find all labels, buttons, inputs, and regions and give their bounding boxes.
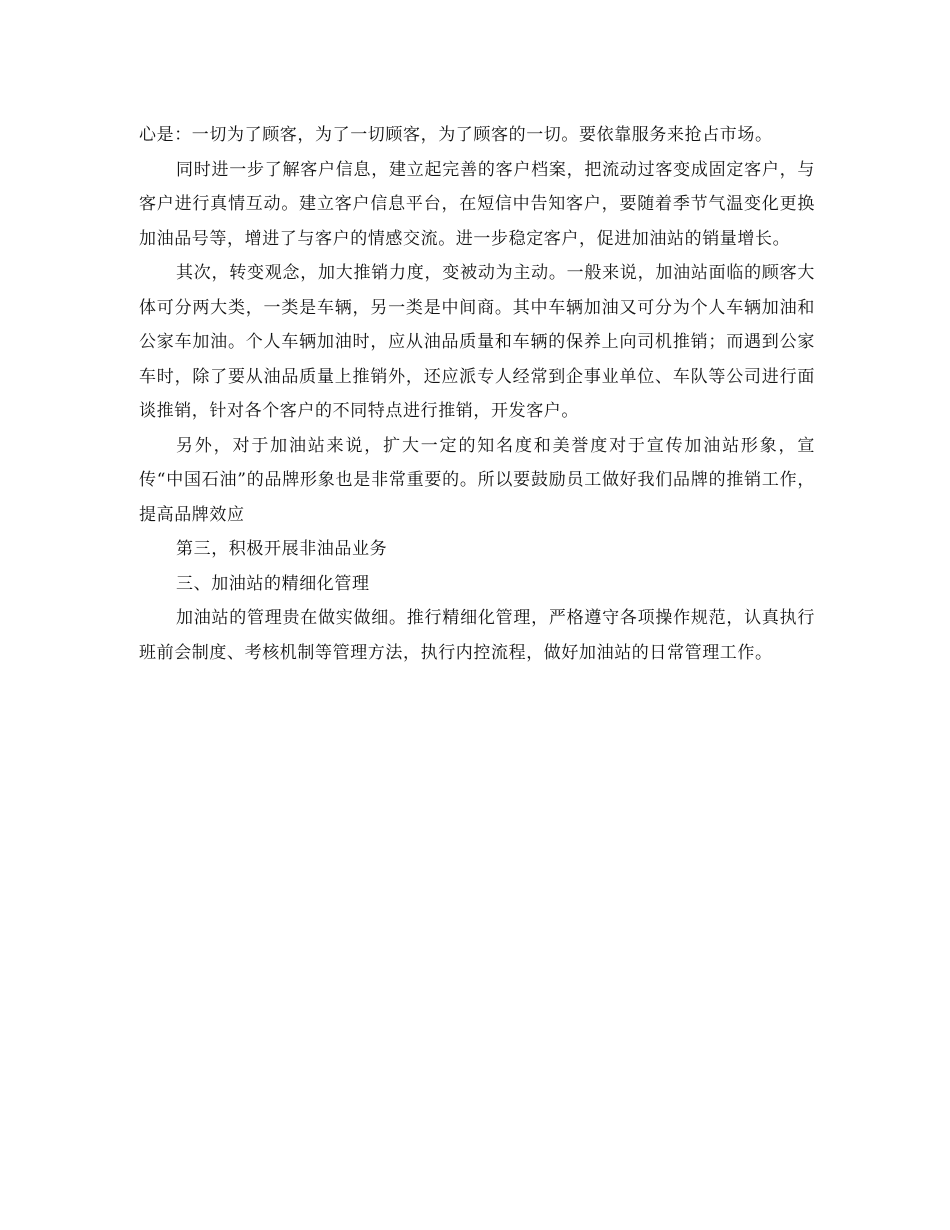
paragraph-continuation: 心是：一切为了顾客，为了一切顾客，为了顾客的一切。要依靠服务来抢占市场。 [139,125,773,145]
paragraph-sales-promotion: 其次，转变观念，加大推销力度，变被动为主动。一般来说，加油站面临的顾客大体可分两大类，一类是车辆，另一类是中间商。其中车辆加油又可分为个人车辆加油和公家车加油。个人车辆加油时，应从油品质量和车辆的保养上向司机推销；而遇到公家车时，除了要从油品质量上推销外，还应派专人经常到企事业单位、车队等公司进行面谈推销，针对各个客户的不同特点进行推销，开发客户。 [139,263,815,421]
paragraph-non-oil-business: 第三，积极开展非油品业务 [176,539,388,559]
paragraph-customer-info: 同时进一步了解客户信息，建立起完善的客户档案，把流动过客变成固定客户，与客户进行真情互动。建立客户信息平台，在短信中告知客户，要随着季节气温变化更换加油品号等，增进了与客户的情感交流。进一步稳定客户，促进加油站的销量增长。 [139,159,815,249]
document-body [139,118,815,670]
paragraph-refined-management: 加油站的管理贵在做实做细。推行精细化管理，严格遵守各项操作规范，认真执行班前会制度、考核机制等管理方法，执行内控流程，做好加油站的日常管理工作。 [139,608,815,663]
section-heading-refined-management: 三、加油站的精细化管理 [176,573,370,594]
paragraph-brand-image: 另外，对于加油站来说，扩大一定的知名度和美誉度对于宣传加油站形象，宣传“中国石油”的品牌形象也是非常重要的。所以要鼓励员工做好我们品牌的推销工作，提高品牌效应 [139,435,815,525]
